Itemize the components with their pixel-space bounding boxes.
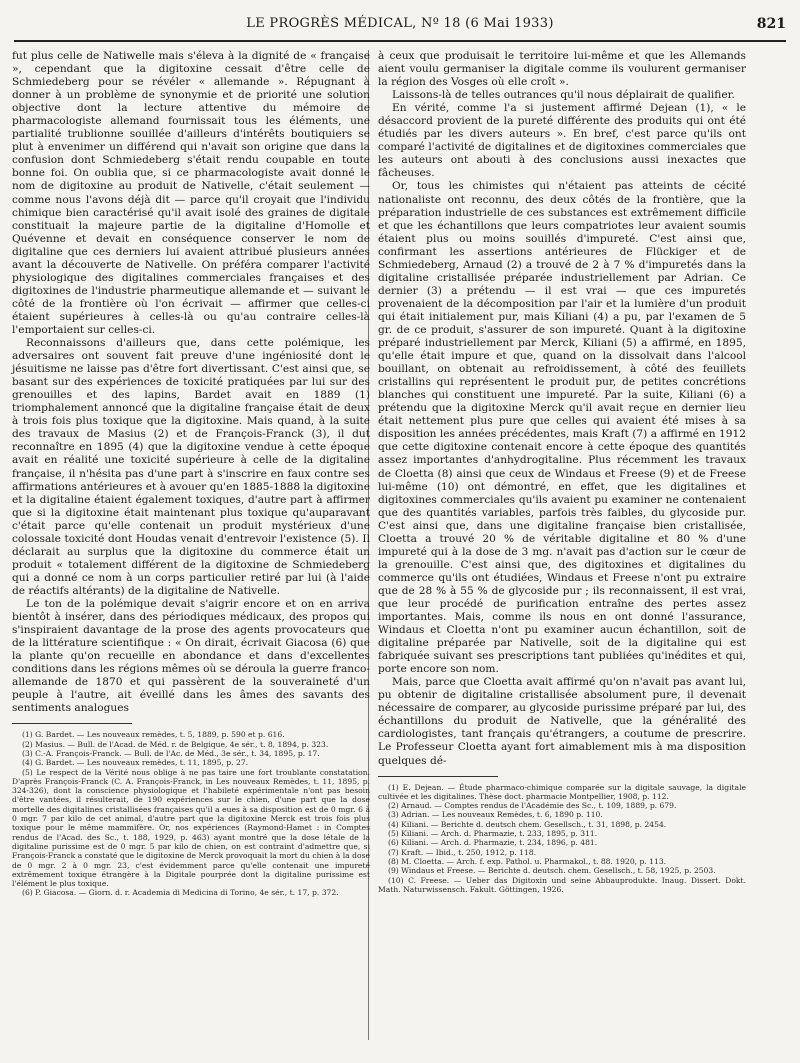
paragraph: Or, tous les chimistes qui n'étaient pas atteints de cécité nationaliste ont reconnu, des deux côtés de la frontière, que la préparation industrielle de ces substances est extrêmement difficile et que les échantillons que leurs compatriotes leur avaient soumis étaient plus ou moins souillés d'impureté. C'est ainsi que, confirmant les assertions antérieures de Flückiger et de Schmiedeberg, Arnaud (2) a trouvé de 2 à 7 % d'impuretés dans la digitaline cristallisée préparée industriellement par Adrian. Ce dernier (3) a prétendu — il est vrai — que ces impuretés provenaient de la décomposition par l'air et la lumière d'un produit qui était initialement pur, mais Kiliani (4) a pu, par l'examen de 5 gr. de ce produit, s'assurer de son impureté. Quant à la digitoxine préparé industriellement par Merck, Kiliani (5) a affirmé, en 1895, qu'elle était impure et que, quand on la dissolvait dans l'alcool bouillant, on obtenait au refroidissement, à côté des feuillets cristallins qui représentent le produit pur, de petites concrétions blanches qui constituent une impureté. Par la suite, Kiliani (6) a prétendu que la digitoxine Merck qu'il avait reçue en dernier lieu était nettement plus pure que celles qui avaient été mises à sa disposition les années précédentes, mais Kraft (7) a affirmé en 1912 que cette digitoxine contenait encore à cette époque des quantités assez importantes d'anhydrogitaline. Plus récemment les travaux de Cloetta (8) ainsi que ceux de Windaus et Freese (9) et de Freese lui-même (10) ont démontré, en effet, que les digitalines et digitoxines commerciales qu'ils avaient pu examiner ne contenaient que des quantités variables, parfois très faibles, du glycoside pur. C'est ainsi que, dans une digitaline française bien cristallisée, Cloetta a trouvé 20 % de véritable digitaline et 80 % d'une impureté qui à la dose de 3 mg. n'avait pas d'action sur le cœur de la grenouille. C'est ainsi que, des digitoxines et digitalines du commerce qu'ils ont étudiées, Windaus et Freese n'ont pu extraire que de 28 % à 55 % de glycoside pur ; ils reconnaissent, il est vrai, que leur procédé de purification entraîne des pertes assez importantes. Mais, comme ils nous en ont donné l'assurance, Windaus et Cloetta n'ont pu examiner aucun échantillon, soit de digitaline préparée par Nativelle, soit de la digitaline qui est fabriquée suivant ses prescriptions tant publiées qu'inédites et qui, porte encore son nom.: [378, 180, 746, 676]
paragraph: Reconnaissons d'ailleurs que, dans cette polémique, les adversaires ont souvent fait preuve d'une ingéniosité dont le jésuitisme ne laisse pas d'être fort divertissant. C'est ainsi que, se basant sur des expériences de toxicité pratiquées par lui sur des grenouilles et des lapins, Bardet avait en 1889 (1) triomphalement annoncé que la digitaline française était de deux à trois fois plus toxique que la digitoxine. Mais quand, à la suite des travaux de Masius (2) et de François-Franck (3), il dut reconnaître en 1895 (4) que la digitoxine vendue à cette époque avait en réalité une toxicité supérieure à celle de la digitaline française, il n'hésita pas d'une part à s'inscrire en faux contre ses affirmations antérieures et à avouer qu'en 1885-1888 la digitoxine et la digitaline étaient également toxiques, d'autre part à affirmer que si la digitoxine était maintenant plus toxique qu'auparavant c'était parce qu'elle contenait un produit mystérieux d'une colossale toxicité dont Houdas venait d'entrevoir l'existence (5). Il déclarait au surplus que la digitoxine du commerce était un produit « totalement différent de la digitoxine de Schmiedeberg qui a donné ce nom à un corps particulier retiré par lui (à l'aide de réactifs altérants) de la digitaline de Nativelle.: [12, 337, 370, 597]
footnote: (6) P. Giacosa. — Giorn. d. r. Academia di Medicina di Torino, 4e sér., t. 17, p. 372.: [22, 888, 339, 898]
right-body: [378, 50, 746, 768]
footnote: (3) C.-A. François-Franck. — Bull. de l'Ac. de Méd., 3e sér., t. 34, 1895, p. 17.: [22, 748, 320, 758]
header-rule: [14, 40, 786, 42]
footnote: (7) Kraft. — Ibid., t. 250, 1912, p. 118.: [388, 847, 537, 857]
paragraph: Le ton de la polémique devait s'aigrir encore et on en arriva bientôt à insérer, dans des périodiques médicaux, des propos qui s'inspiraient davantage de la prose des agents provocateurs que de la littérature scientifique : « On dirait, écrivait Giacosa (6) que la plante qu'on recueille en abondance et dans d'excellentes conditions dans les régions mêmes où se déroula la guerre franco-allemande de 1870 et qui passèrent de la souveraineté d'un peuple à l'autre, ait éveillé dans les âmes des savants des sentiments analogues: [12, 597, 370, 715]
footnote: (3) Adrian. — Les nouveaux Remèdes, t. 6, 1890 p. 110.: [388, 810, 603, 820]
right-footnotes: [378, 783, 746, 895]
paragraph: fut plus celle de Natiwelle mais s'éleva à la dignité de « française », cependant que la digitoxine cessait d'être celle de Schmiedeberg pour se révéler « allemande ». Répugnant à donner à un problème de synonymie et de priorité une solution objective dont la lecture attentive du mémoire de pharmacologiste allemand fournissait tous les éléments, une partialité trublionne souillée d'ailleurs d'intérêts boutiquiers se plut à envenimer un différend qui n'avait son origine que dans la confusion dont Schmiedeberg s'était rendu coupable en toute bonne foi. On oublia que, si ce pharmacologiste avait donné le nom de digitoxine au produit de Nativelle, c'était seulement — comme nous l'avons déjà dit — parce qu'il croyait que l'individu chimique bien caractérisé qu'il avait isolé des graines de digitale constituait la majeure partie de la digitaline d'Homolle et Quévenne et devait en conséquence conserver le nom de digitaline que ces derniers lui avaient attribué plusieurs années avant la découverte de Nativelle. On préféra comparer l'activité physiologique des digitalines commerciales françaises et des digitoxines de l'industrie pharmeutique allemande et — suivant le côté de la frontière où l'on écrivait — affirmer que celles-ci étaient supérieures à celles-là ou qu'au contraire celles-là l'emportaient sur celles-ci.: [12, 50, 370, 336]
paragraph: En vérité, comme l'a si justement affirmé Dejean (1), « le désaccord provient de la pureté différente des produits qui ont été étudiés par les divers auteurs ». En bref, c'est parce qu'ils ont comparé l'activité de digitalines et de digitoxines commerciales que les auteurs ont abouti à des conclusions aussi inexactes que fâcheuses.: [378, 102, 746, 180]
footnote: (9) Windaus et Freese. — Berichte d. deutsch. chem. Gesellsch., t. 58, 1925, p. 2503.: [388, 866, 716, 876]
footnote: (5) Le respect de la Vérité nous oblige à ne pas taire une fort troublante constatation. D'après François-Franck (C. A. François-Franck, in Les nouveaux Remèdes, t. 11, 1895, p. 324-326), dont la conscience physiologique et l'habileté expérimentale n'ont pas besoin d'être vantées, il résulterait, de 190 expériences sur le chien, d'une part que la dose mortelle des digitalines cristallisées françaises qu'il a eues à sa disposition est de 0 mgr. 6 à 0 mgr. 7 par kilo de cet animal, d'autre part que la digitoxine Merck est trois fois plus toxique pour le même mammifère. Or, nos expériences (Raymond-Hamet : in Comptes rendus de l'Acad. des Sc., t. 188, 1929, p. 463) ayant montré que la dose létale de la digitaline purissime est de 0 mgr. 5 par kilo de chien, on est contraint d'admettre que, si François-Franck a constaté que le digitoxine de Merck provoquait la mort du chien à la dose de 0 mgr. 2 à 0 mgr. 23, c'est évidemment parce qu'elle contenait une impureté extrêmement toxique étrangère à la Digitale pourprée dont la digitaline purissime est l'élément le plus toxique.: [12, 767, 370, 889]
page-number: 821: [756, 16, 786, 32]
footnote: (4) Kiliani. — Berichte d. deutsch chem. Gesellsch., t. 31, 1898, p. 2454.: [388, 819, 667, 829]
footnote: (5) Kiliani. — Arch. d. Pharmazie, t. 233, 1895, p. 311.: [388, 829, 598, 839]
left-column: [12, 50, 370, 898]
footnote: (10) C. Freese. — Ueber das Digitoxin und seine Abbauprodukte. Inaug. Dissert. Dokt. Math. Naturwissensch. Fakult. Göttingen, 1926.: [378, 875, 746, 894]
footnote: (2) Masius. — Bull. de l'Acad. de Méd. r. de Belgique, 4e sér., t. 8, 1894, p. 323.: [22, 739, 329, 749]
paragraph: Mais, parce que Cloetta avait affirmé qu'on n'avait pas avant lui, pu obtenir de digitaline cristallisée absolument pure, il devenait nécessaire de comparer, au glycoside purissime préparé par lui, des échantillons du produit de Nativelle, que la généralité des cardiologistes, tant français qu'étrangers, a coutume de prescrire. Le Professeur Cloetta ayant fort aimablement mis à ma disposition quelques dé-: [378, 676, 746, 767]
footnote: (6) Kiliani. — Arch. d. Pharmazie, t. 234, 1896, p. 481.: [388, 838, 598, 848]
footnote: (1) G. Bardet. — Les nouveaux remèdes, t. 5, 1889, p. 590 et p. 616.: [22, 730, 285, 740]
running-header: [14, 16, 786, 38]
left-footnotes: [12, 730, 370, 897]
footnotes-rule: [378, 776, 498, 777]
footnote: (2) Arnaud. — Comptes rendus de l'Académie des Sc., t. 109, 1889, p. 679.: [388, 801, 677, 811]
footnote: (1) E. Dejean. — Étude pharmaco-chimique comparée sur la digitale sauvage, la digitale cultivée et les digitalines. Thèse doct. pharmacie Montpellier, 1908, p. 112.: [378, 782, 746, 801]
footnote: (4) G. Bardet. — Les nouveaux remèdes, t. 11, 1895, p. 27.: [22, 758, 249, 768]
paragraph: Laissons-là de telles outrances qu'il nous déplairait de qualifier.: [392, 89, 735, 102]
paragraph: à ceux que produisait le territoire lui-même et que les Allemands aient voulu germaniser la digitale comme ils voulurent germaniser la région des Vosges où elle croît ».: [378, 50, 746, 89]
footnote: (8) M. Cloetta. — Arch. f. exp. Pathol. u. Pharmakol., t. 88. 1920, p. 113.: [388, 856, 667, 866]
left-body: [12, 50, 370, 715]
right-column: [378, 50, 746, 894]
journal-title: LE PROGRÈS MÉDICAL, Nº 18 (6 Mai 1933): [246, 16, 554, 31]
footnotes-rule: [12, 723, 132, 724]
